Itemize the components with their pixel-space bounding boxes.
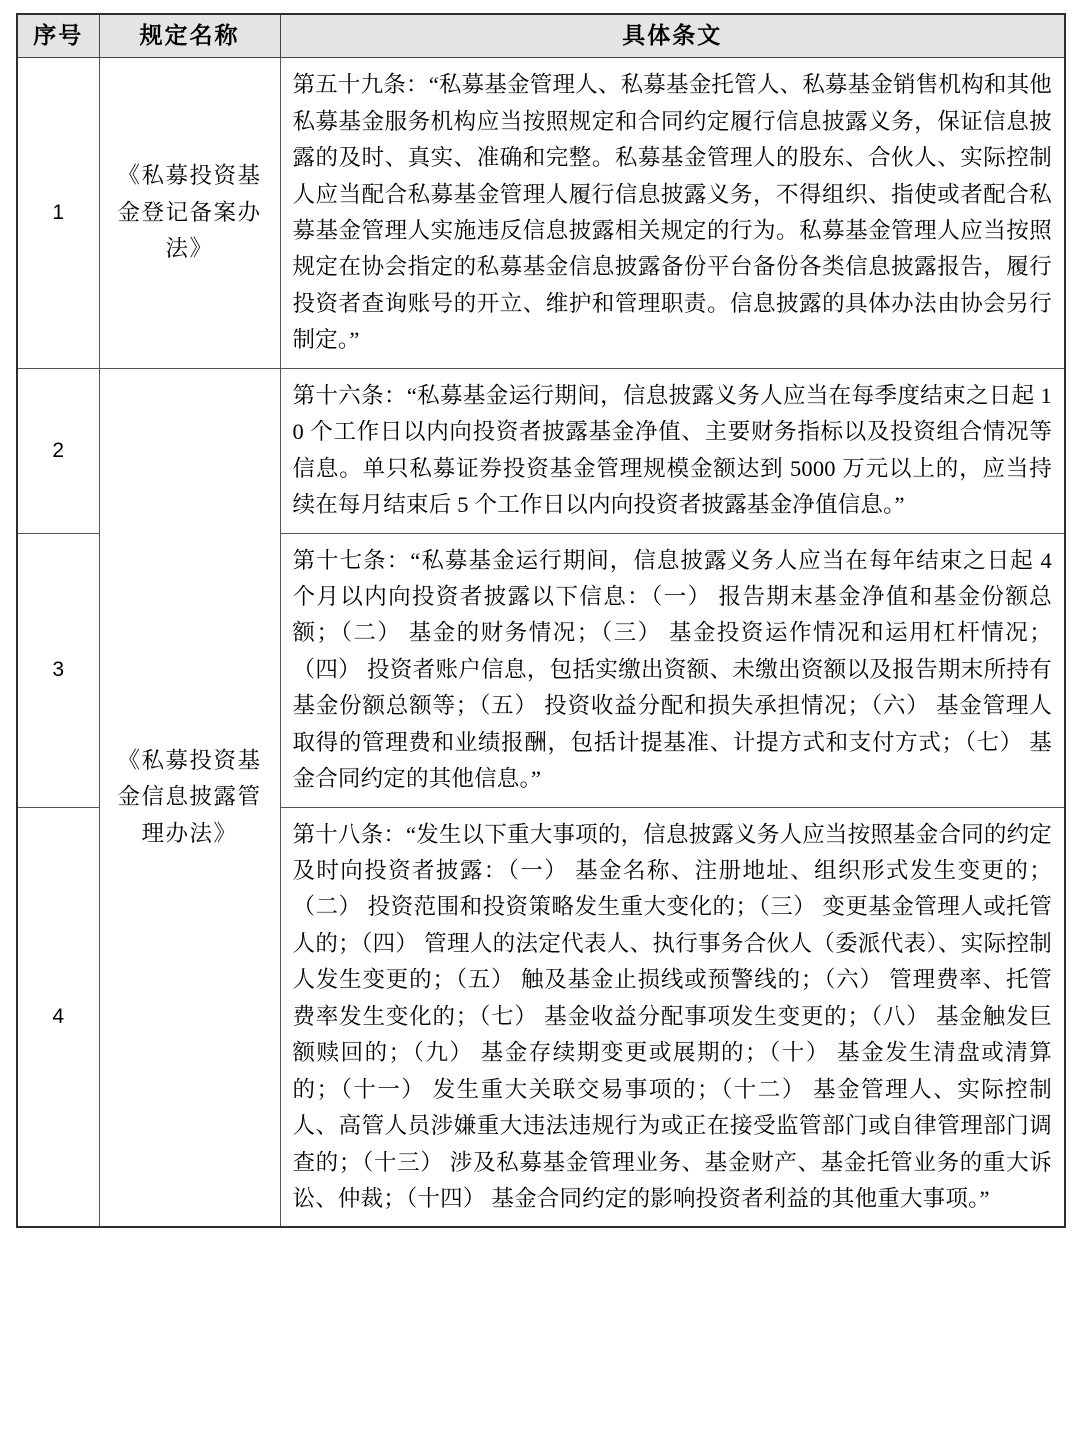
clause-text: 第十七条：“私募基金运行期间，信息披露义务人应当在每年结束之日起 4 个月以内向投资者披露以下信息：（一） 报告期末基金净值和基金份额总额；（二） 基金的财务情况；（三） 基金投资运作情况和运用杠杆情况；（四） 投资者账户信息，包括实缴出资额、未缴出资额以及报告期末所持有基金份额总额等；（五） 投资收益分配和损失承担情况；（六） 基金管理人取得的管理费和业绩报酬，包括计提基准、计提方式和支付方式；（七） 基金合同约定的其他信息。” (280, 533, 1065, 807)
row-number: 1 (17, 58, 99, 369)
row-number: 4 (17, 807, 99, 1227)
table-header-row (17, 14, 1065, 58)
table-row (17, 58, 1065, 369)
row-number: 3 (17, 533, 99, 807)
regulation-name: 《私募投资基金登记备案办法》 (99, 58, 280, 369)
clause-text: 第十八条：“发生以下重大事项的，信息披露义务人应当按照基金合同的约定及时向投资者披露：（一） 基金名称、注册地址、组织形式发生变更的；（二） 投资范围和投资策略发生重大变化的；（三） 变更基金管理人或托管人的；（四） 管理人的法定代表人、执行事务合伙人（委派代表）、实际控制人发生变更的；（五） 触及基金止损线或预警线的；（六） 管理费率、托管费率发生变化的；（七） 基金收益分配事项发生变更的；（八） 基金触发巨额赎回的；（九） 基金存续期变更或展期的；（十） 基金发生清盘或清算的；（十一） 发生重大关联交易事项的；（十二） 基金管理人、实际控制人、高管人员涉嫌重大违法违规行为或正在接受监管部门或自律管理部门调查的；（十三） 涉及私募基金管理业务、基金财产、基金托管业务的重大诉讼、仲裁；（十四） 基金合同约定的影响投资者利益的其他重大事项。” (280, 807, 1065, 1227)
column-header-no: 序号 (17, 14, 99, 58)
table-body (17, 58, 1065, 1228)
regulations-table (16, 13, 1066, 1228)
row-number: 2 (17, 368, 99, 533)
table-header (17, 14, 1065, 58)
regulation-name-merged: 《私募投资基金信息披露管理办法》 (99, 368, 280, 1227)
column-header-text: 具体条文 (280, 14, 1065, 58)
clause-text: 第五十九条：“私募基金管理人、私募基金托管人、私募基金销售机构和其他私募基金服务机构应当按照规定和合同约定履行信息披露义务，保证信息披露的及时、真实、准确和完整。私募基金管理人的股东、合伙人、实际控制人应当配合私募基金管理人履行信息披露义务，不得组织、指使或者配合私募基金管理人实施违反信息披露相关规定的行为。私募基金管理人应当按照规定在协会指定的私募基金信息披露备份平台备份各类信息披露报告，履行投资者查询账号的开立、维护和管理职责。信息披露的具体办法由协会另行制定。” (280, 58, 1065, 369)
column-header-name: 规定名称 (99, 14, 280, 58)
clause-text: 第十六条：“私募基金运行期间，信息披露义务人应当在每季度结束之日起 10 个工作日以内向投资者披露基金净值、主要财务指标以及投资组合情况等信息。单只私募证券投资基金管理规模金额达到 5000 万元以上的，应当持续在每月结束后 5 个工作日以内向投资者披露基金净值信息。” (280, 368, 1065, 533)
table-row (17, 368, 1065, 533)
